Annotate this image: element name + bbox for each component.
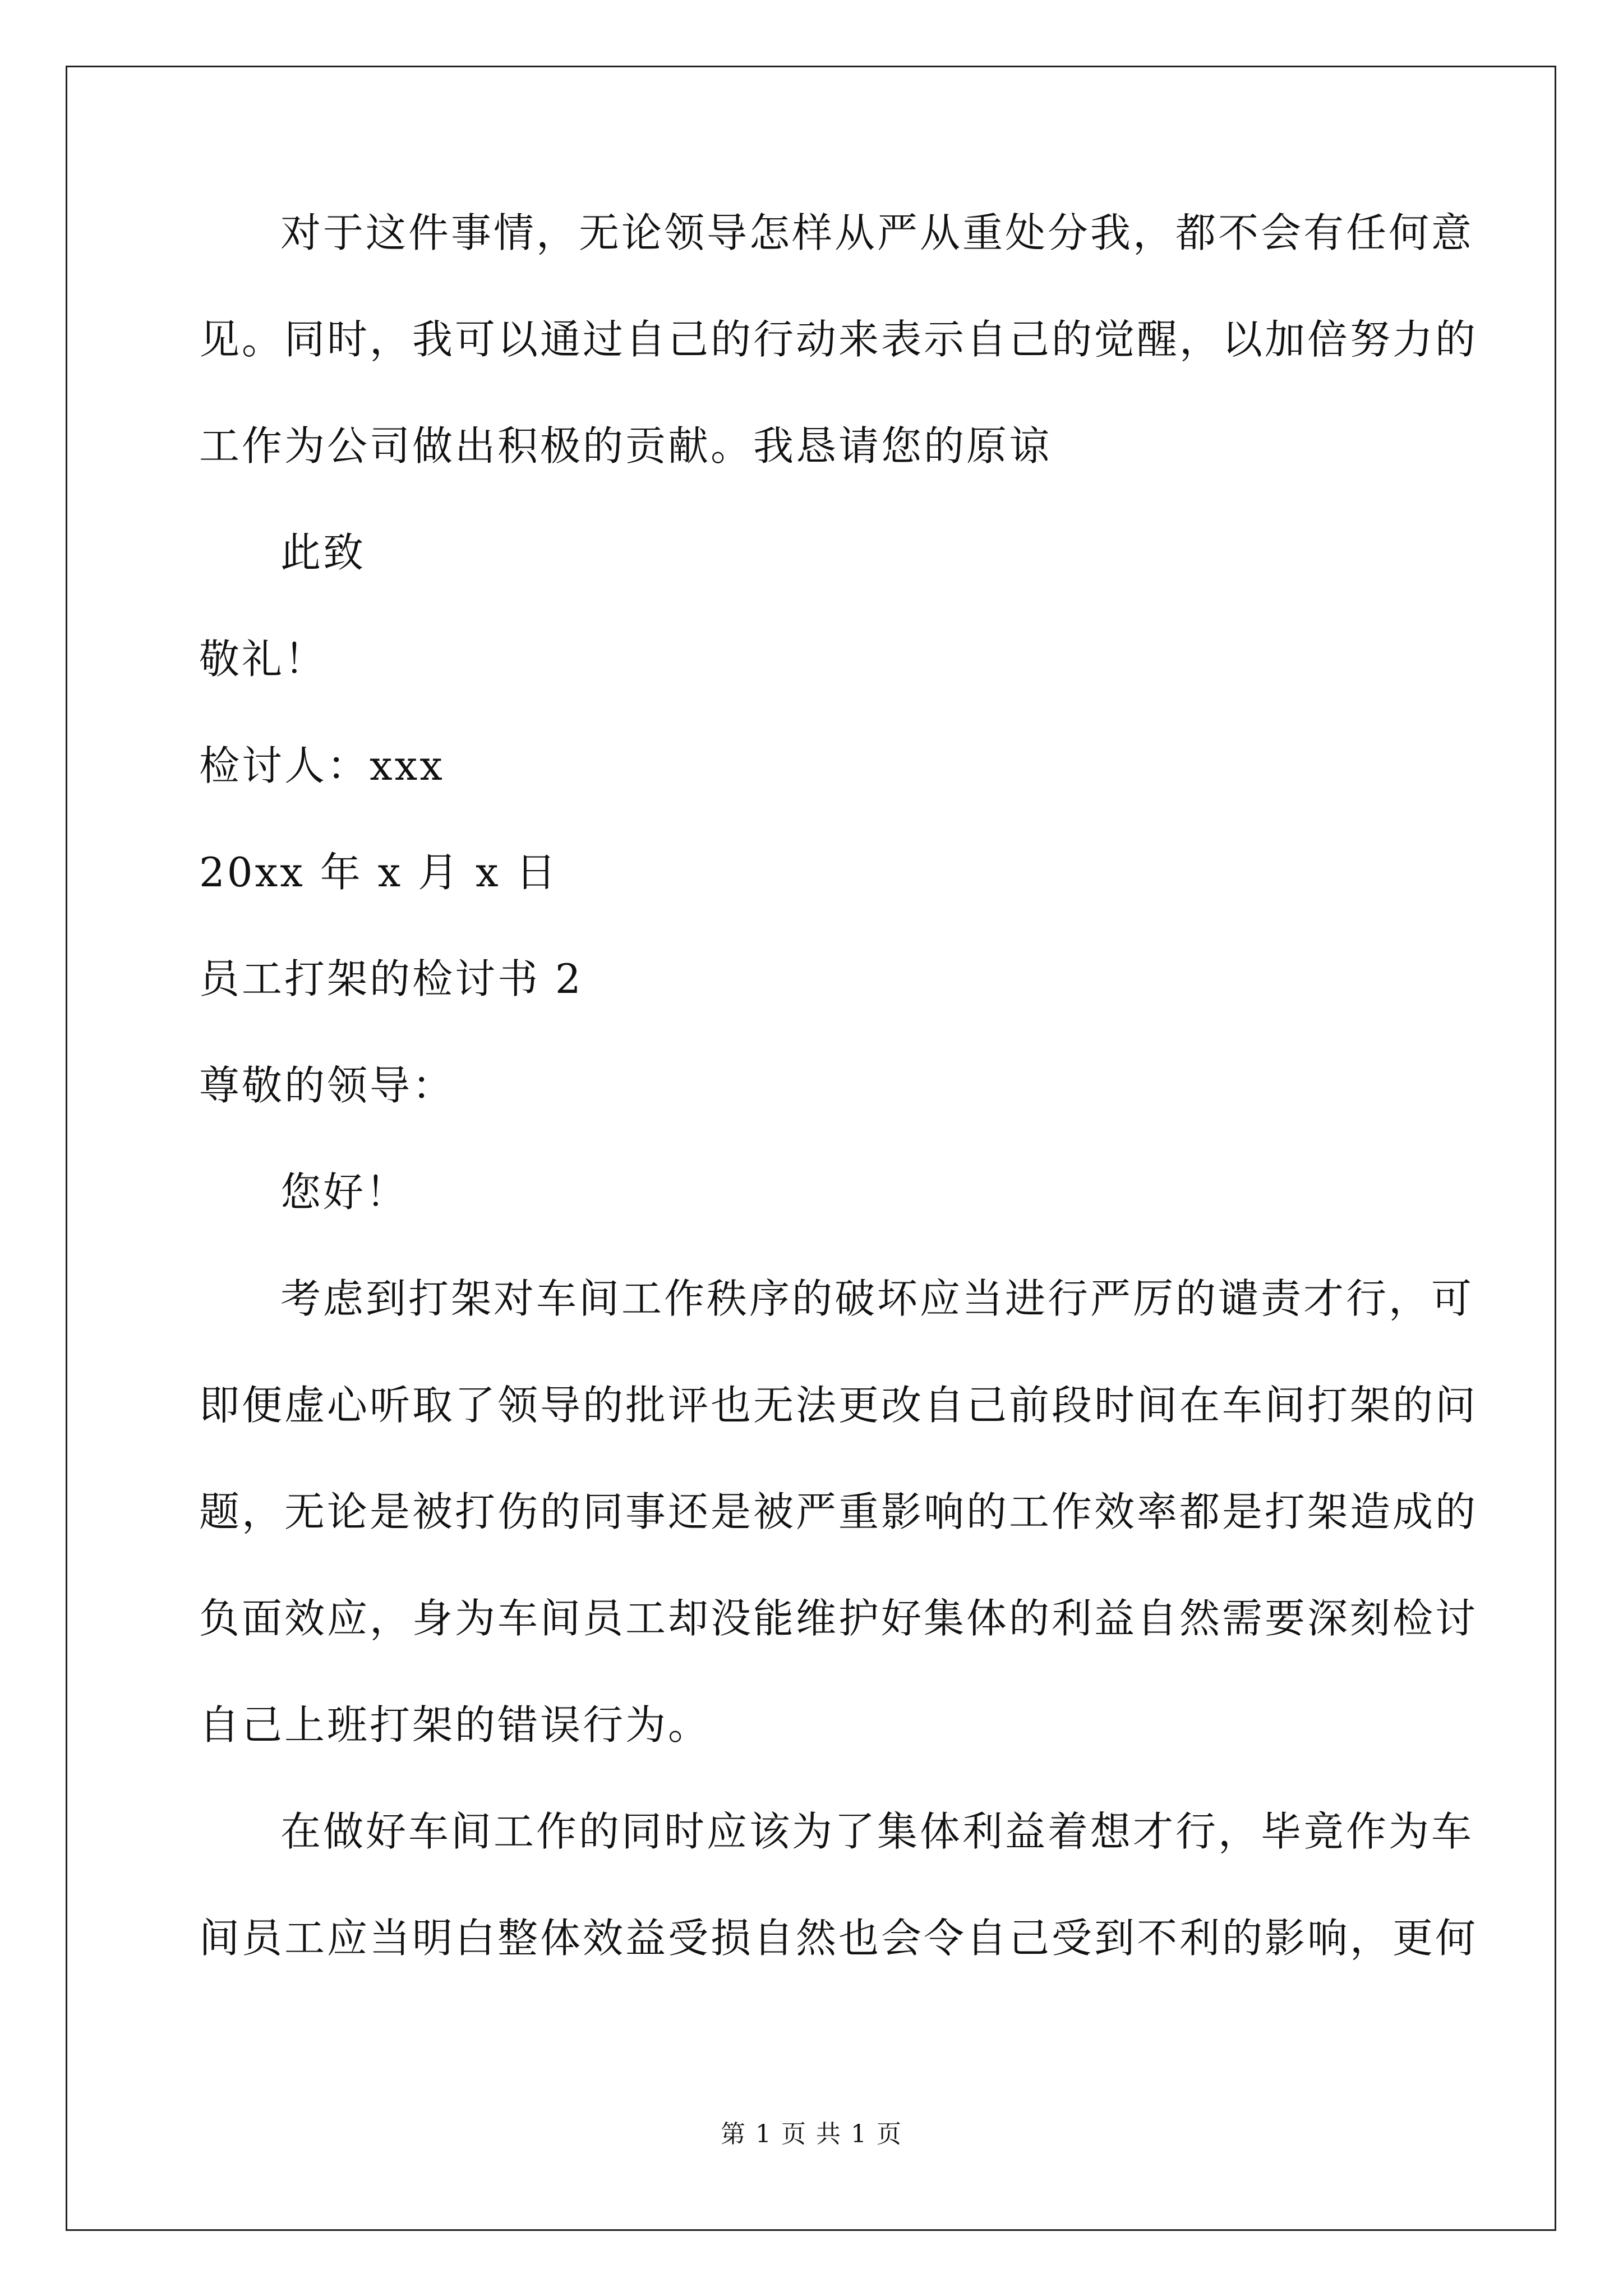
- salutation-line: 敬礼！: [199, 636, 328, 683]
- paragraph-line: 自己上班打架的错误行为。: [199, 1701, 711, 1749]
- section-title: 员工打架的检讨书 2: [199, 955, 583, 1002]
- paragraph-line: 考虑到打架对车间工作秩序的破坏应当进行严厉的谴责才行，可: [280, 1275, 1474, 1322]
- salutation-line: 此致: [280, 529, 366, 576]
- page-border: [66, 66, 1556, 2231]
- paragraph-line: 负面效应，身为车间员工却没能维护好集体的利益自然需要深刻检讨: [199, 1595, 1478, 1642]
- greeting-line: 尊敬的领导：: [199, 1062, 455, 1109]
- page-number-footer: 第 1 页 共 1 页: [721, 2120, 902, 2148]
- paragraph-line: 在做好车间工作的同时应该为了集体利益着想才行，毕竟作为车: [280, 1808, 1474, 1855]
- signature-line: 检讨人：xxx: [199, 742, 445, 789]
- greeting-line: 您好！: [280, 1168, 409, 1216]
- paragraph-line: 即便虚心听取了领导的批评也无法更改自己前段时间在车间打架的问: [199, 1382, 1478, 1429]
- paragraph-line: 间员工应当明白整体效益受损自然也会令自己受到不利的影响，更何: [199, 1915, 1478, 1962]
- paragraph-line: 工作为公司做出积极的贡献。我恳请您的原谅: [199, 422, 1052, 470]
- paragraph-line: 题，无论是被打伤的同事还是被严重影响的工作效率都是打架造成的: [199, 1488, 1478, 1535]
- paragraph-line: 见。同时，我可以通过自己的行动来表示自己的觉醒，以加倍努力的: [199, 316, 1478, 363]
- paragraph-line: 对于这件事情，无论领导怎样从严从重处分我，都不会有任何意: [280, 209, 1474, 256]
- date-line: 20xx 年 x 月 x 日: [199, 849, 559, 896]
